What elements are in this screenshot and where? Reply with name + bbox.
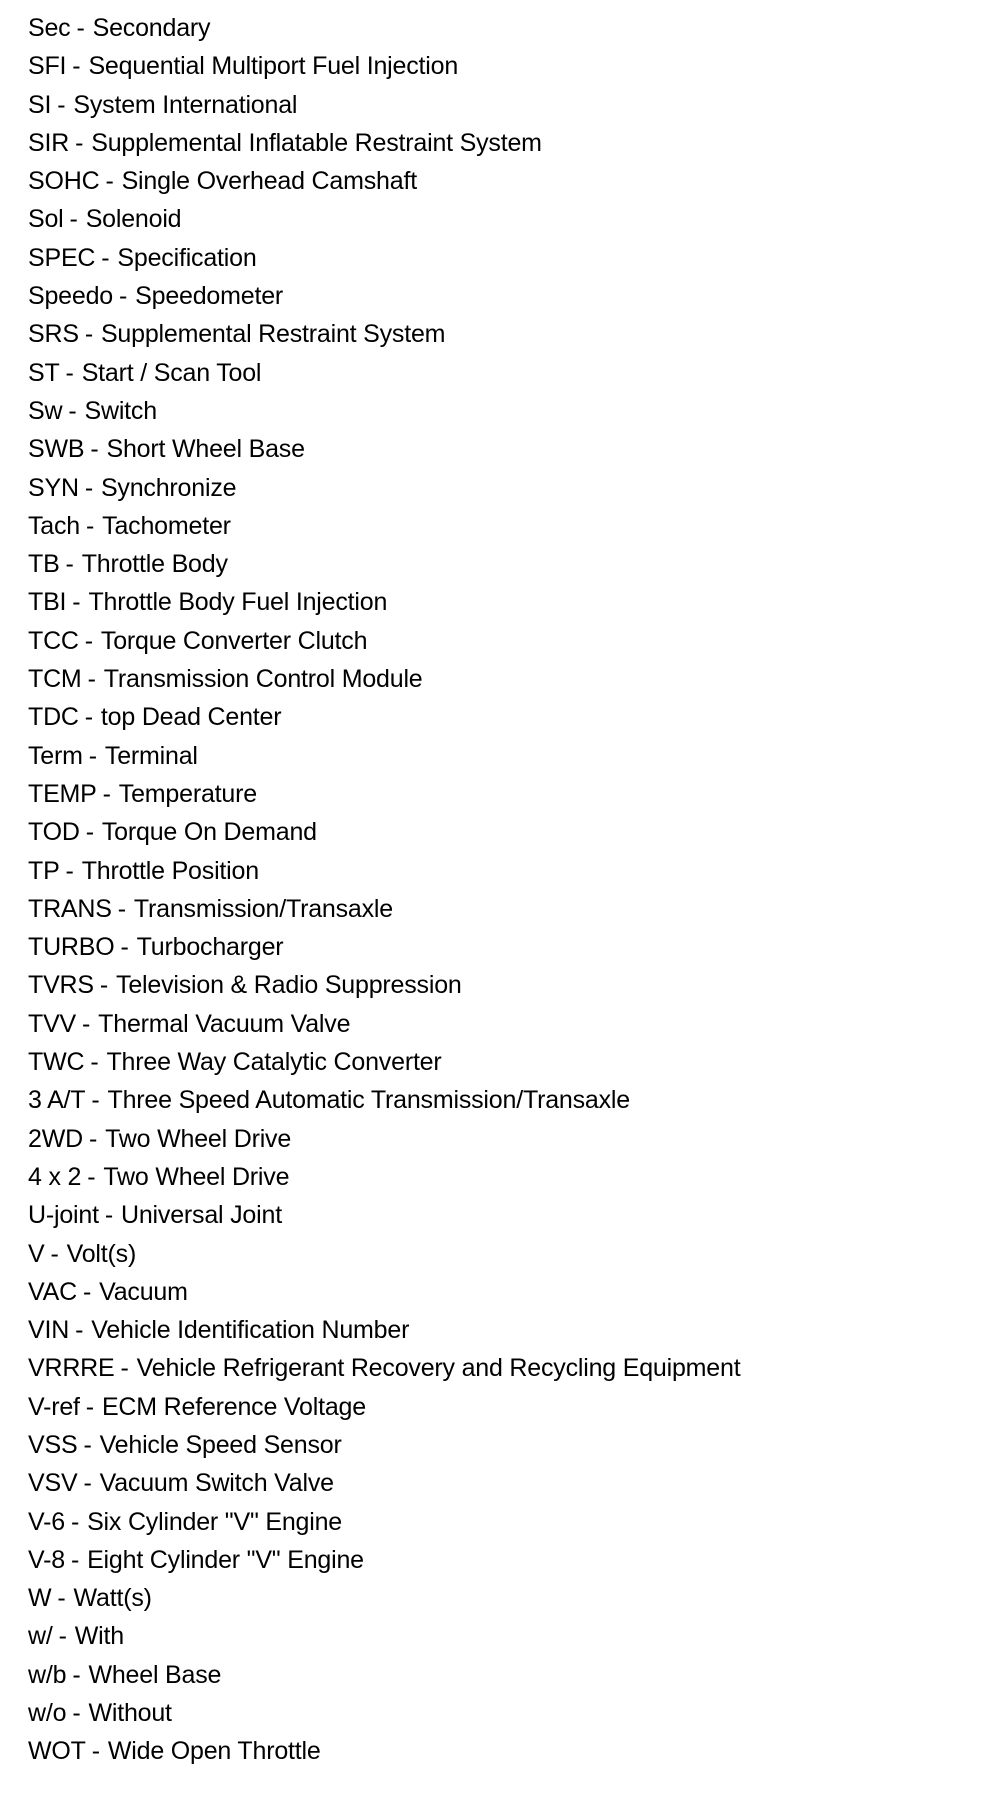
definition: Turbocharger xyxy=(136,933,284,962)
separator-dash: - xyxy=(87,665,96,694)
glossary-entry xyxy=(28,277,988,315)
separator-dash: - xyxy=(119,282,128,311)
glossary-entry xyxy=(28,430,988,468)
glossary-entry xyxy=(28,622,988,660)
abbreviation: TURBO xyxy=(28,933,115,962)
abbreviation: V-ref xyxy=(28,1392,80,1421)
definition: Three Way Catalytic Converter xyxy=(106,1048,442,1077)
separator-dash: - xyxy=(120,1354,129,1383)
definition: Sequential Multiport Fuel Injection xyxy=(88,52,459,81)
definition: Transmission Control Module xyxy=(103,665,423,694)
abbreviation: w/o xyxy=(28,1699,67,1728)
separator-dash: - xyxy=(83,1469,92,1498)
definition: Vehicle Identification Number xyxy=(91,1316,410,1345)
glossary-entry xyxy=(28,162,988,200)
glossary-entry xyxy=(28,1120,988,1158)
glossary-entry xyxy=(28,890,988,928)
definition: Speedometer xyxy=(135,282,284,311)
definition: Watt(s) xyxy=(73,1584,152,1613)
definition: ECM Reference Voltage xyxy=(101,1392,366,1421)
definition: Thermal Vacuum Valve xyxy=(98,1009,351,1038)
definition: top Dead Center xyxy=(100,703,282,732)
definition: Short Wheel Base xyxy=(106,435,305,464)
glossary-entry xyxy=(28,1579,988,1617)
abbreviation: Sw xyxy=(28,396,63,425)
separator-dash: - xyxy=(68,396,77,425)
separator-dash: - xyxy=(84,320,93,349)
separator-dash: - xyxy=(82,1277,92,1306)
abbreviation: SIR xyxy=(28,128,70,157)
separator-dash: - xyxy=(90,435,99,464)
definition: Supplemental Restraint System xyxy=(100,320,446,349)
glossary-entry xyxy=(28,469,988,507)
definition: Solenoid xyxy=(85,205,182,234)
separator-dash: - xyxy=(101,243,110,272)
definition: Throttle Position xyxy=(81,856,259,885)
glossary-entry xyxy=(28,1081,988,1119)
separator-dash: - xyxy=(65,856,74,885)
separator-dash: - xyxy=(72,588,81,617)
abbreviation: TWC xyxy=(28,1048,85,1077)
glossary-entry xyxy=(28,660,988,698)
glossary-entry xyxy=(28,1541,988,1579)
separator-dash: - xyxy=(70,1545,80,1574)
separator-dash: - xyxy=(91,1737,100,1766)
glossary-entry xyxy=(28,1158,988,1196)
definition: Secondary xyxy=(92,14,211,42)
separator-dash: - xyxy=(75,128,84,157)
abbreviation: VRRRE xyxy=(28,1354,115,1383)
abbreviation: SWB xyxy=(28,435,85,464)
separator-dash: - xyxy=(85,818,94,847)
abbreviation: TRANS xyxy=(28,894,112,923)
glossary-entry xyxy=(28,1732,988,1770)
separator-dash: - xyxy=(87,1162,96,1191)
glossary-entry xyxy=(28,9,988,47)
glossary-entry xyxy=(28,1503,988,1541)
glossary-entry xyxy=(28,1196,988,1234)
abbreviation: VSV xyxy=(28,1469,78,1498)
abbreviation: Sec xyxy=(28,14,71,42)
glossary-entry xyxy=(28,545,988,583)
definition: Single Overhead Camshaft xyxy=(121,167,417,196)
definition: Specification xyxy=(117,243,257,272)
glossary-entry xyxy=(28,583,988,621)
separator-dash: - xyxy=(91,1086,100,1115)
abbreviation: VIN xyxy=(28,1316,70,1345)
separator-dash: - xyxy=(58,1622,67,1651)
glossary-entry xyxy=(28,354,988,392)
definition: Terminal xyxy=(104,741,198,770)
definition: Supplemental Inflatable Restraint System xyxy=(91,128,542,157)
definition: Without xyxy=(88,1699,172,1728)
abbreviation: TBI xyxy=(28,588,67,617)
glossary-entry xyxy=(28,698,988,736)
separator-dash: - xyxy=(75,1316,84,1345)
definition: Universal Joint xyxy=(120,1201,282,1230)
abbreviation: SRS xyxy=(28,320,79,349)
abbreviation: TVV xyxy=(28,1009,77,1038)
definition: Wheel Base xyxy=(88,1660,222,1689)
definition: Synchronize xyxy=(100,473,237,502)
abbreviation: V-6 xyxy=(28,1507,65,1536)
glossary-entry xyxy=(28,852,988,890)
separator-dash: - xyxy=(57,1584,66,1613)
separator-dash: - xyxy=(88,1124,98,1153)
separator-dash: - xyxy=(70,1507,80,1536)
abbreviation: TEMP xyxy=(28,779,97,808)
definition: Volt(s) xyxy=(66,1239,137,1268)
separator-dash: - xyxy=(65,550,74,579)
definition: Six Cylinder "V" Engine xyxy=(87,1507,343,1536)
separator-dash: - xyxy=(50,1239,59,1268)
abbreviation: w/b xyxy=(28,1660,67,1689)
definition: System International xyxy=(73,90,298,119)
glossary-entry xyxy=(28,1694,988,1732)
definition: Torque Converter Clutch xyxy=(100,626,368,655)
definition: Throttle Body Fuel Injection xyxy=(88,588,388,617)
glossary-entry xyxy=(28,47,988,85)
abbreviation: TVRS xyxy=(28,971,94,1000)
glossary-entry xyxy=(28,1388,988,1426)
definition: Vacuum xyxy=(99,1277,188,1306)
glossary-entry xyxy=(28,1235,988,1273)
definition: Vehicle Speed Sensor xyxy=(99,1430,342,1459)
separator-dash: - xyxy=(72,1660,81,1689)
separator-dash: - xyxy=(90,1048,99,1077)
glossary-entry xyxy=(28,86,988,124)
abbreviation: SFI xyxy=(28,52,67,81)
abbreviation: 4 x 2 xyxy=(28,1162,82,1191)
glossary-entry xyxy=(28,813,988,851)
abbreviation: V xyxy=(28,1239,45,1268)
definition: Wide Open Throttle xyxy=(107,1737,321,1766)
glossary-entry xyxy=(28,1005,988,1043)
definition: Switch xyxy=(84,396,157,425)
glossary-entry xyxy=(28,124,988,162)
separator-dash: - xyxy=(83,1430,92,1459)
definition: Torque On Demand xyxy=(101,818,317,847)
separator-dash: - xyxy=(105,167,114,196)
abbreviation: VAC xyxy=(28,1277,77,1306)
glossary-entry xyxy=(28,1311,988,1349)
abbreviation: Sol xyxy=(28,205,64,234)
definition: Two Wheel Drive xyxy=(103,1162,290,1191)
abbreviation: VSS xyxy=(28,1430,78,1459)
separator-dash: - xyxy=(120,933,129,962)
abbreviation-list xyxy=(28,9,988,1771)
definition: Vehicle Refrigerant Recovery and Recycling Equipment xyxy=(136,1354,741,1383)
glossary-entry xyxy=(28,315,988,353)
abbreviation: V-8 xyxy=(28,1545,65,1574)
separator-dash: - xyxy=(65,358,74,387)
abbreviation: TCM xyxy=(28,665,82,694)
abbreviation: W xyxy=(28,1584,52,1613)
abbreviation: w/ xyxy=(28,1622,53,1651)
glossary-entry xyxy=(28,737,988,775)
glossary-entry xyxy=(28,1043,988,1081)
definition: Tachometer xyxy=(102,511,231,540)
glossary-entry xyxy=(28,1464,988,1502)
definition: Start / Scan Tool xyxy=(81,358,262,387)
separator-dash: - xyxy=(84,703,93,732)
separator-dash: - xyxy=(69,205,78,234)
abbreviation: Term xyxy=(28,741,83,770)
abbreviation: SOHC xyxy=(28,167,100,196)
separator-dash: - xyxy=(88,741,97,770)
separator-dash: - xyxy=(86,511,95,540)
definition: Three Speed Automatic Transmission/Transaxle xyxy=(107,1086,630,1115)
definition: Transmission/Transaxle xyxy=(133,894,393,923)
abbreviation: 3 A/T xyxy=(28,1086,86,1115)
glossary-entry xyxy=(28,775,988,813)
glossary-entry xyxy=(28,200,988,238)
separator-dash: - xyxy=(76,14,85,42)
glossary-entry xyxy=(28,1273,988,1311)
separator-dash: - xyxy=(102,779,111,808)
abbreviation: U-joint xyxy=(28,1201,99,1230)
separator-dash: - xyxy=(72,1699,81,1728)
abbreviation: SI xyxy=(28,90,52,119)
abbreviation: TB xyxy=(28,550,60,579)
glossary-entry xyxy=(28,966,988,1004)
definition: With xyxy=(74,1622,124,1651)
definition: Temperature xyxy=(118,779,257,808)
abbreviation: TCC xyxy=(28,626,79,655)
separator-dash: - xyxy=(84,626,93,655)
separator-dash: - xyxy=(117,894,126,923)
abbreviation: SYN xyxy=(28,473,79,502)
definition: Throttle Body xyxy=(81,550,228,579)
separator-dash: - xyxy=(99,971,109,1000)
glossary-entry xyxy=(28,239,988,277)
definition: Eight Cylinder "V" Engine xyxy=(87,1545,364,1574)
definition: Two Wheel Drive xyxy=(105,1124,292,1153)
glossary-entry xyxy=(28,1349,988,1387)
abbreviation: SPEC xyxy=(28,243,96,272)
separator-dash: - xyxy=(104,1201,113,1230)
abbreviation: TDC xyxy=(28,703,79,732)
glossary-entry xyxy=(28,1656,988,1694)
glossary-entry xyxy=(28,392,988,430)
glossary-entry xyxy=(28,928,988,966)
glossary-entry xyxy=(28,1426,988,1464)
abbreviation: ST xyxy=(28,358,60,387)
definition: Television & Radio Suppression xyxy=(116,971,462,1000)
glossary-entry xyxy=(28,507,988,545)
separator-dash: - xyxy=(84,473,93,502)
abbreviation: Speedo xyxy=(28,282,113,311)
abbreviation: TP xyxy=(28,856,60,885)
separator-dash: - xyxy=(57,90,66,119)
glossary-entry xyxy=(28,1617,988,1655)
definition: Vacuum Switch Valve xyxy=(99,1469,334,1498)
separator-dash: - xyxy=(85,1392,94,1421)
separator-dash: - xyxy=(82,1009,91,1038)
abbreviation: 2WD xyxy=(28,1124,83,1153)
abbreviation: Tach xyxy=(28,511,81,540)
abbreviation: WOT xyxy=(28,1737,86,1766)
separator-dash: - xyxy=(72,52,81,81)
abbreviation: TOD xyxy=(28,818,80,847)
